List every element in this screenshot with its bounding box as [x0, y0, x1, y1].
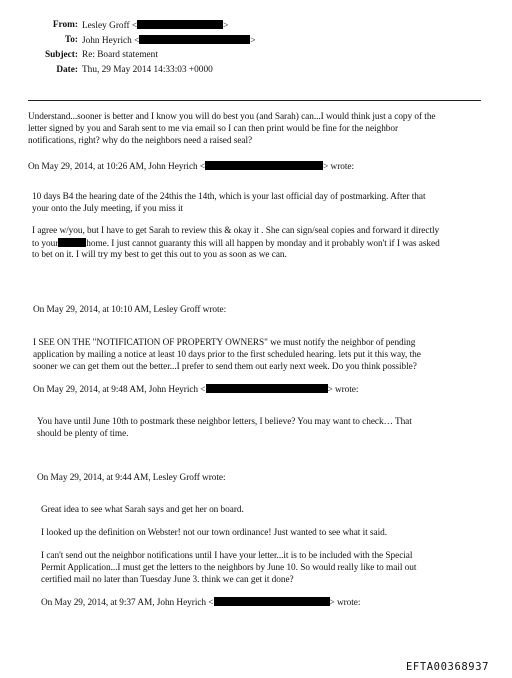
from-tail: > [223, 21, 229, 31]
body-line: Understand...sooner is better and I know you will do best you (and Sarah) can...I would think just a copy of the [28, 112, 436, 122]
attribution-text: On May 29, 2014, at 10:26 AM, John Heyrich < [28, 162, 206, 172]
redaction-box [205, 161, 323, 170]
redaction-box [214, 597, 330, 606]
body-line: notifications, right? why do the neighbors need a raised seal? [28, 136, 253, 146]
quote-attribution [33, 384, 358, 396]
redaction-box [206, 384, 328, 393]
redaction-box [58, 238, 86, 247]
redaction-box [139, 35, 250, 44]
attribution-text: > wrote: [329, 598, 361, 608]
quote-attribution [28, 161, 354, 173]
to-name: John Heyrich < [82, 36, 140, 46]
subject-value: Re: Board statement [82, 50, 158, 60]
body-line: letter signed by you and Sarah sent to me via email so I can then print would be fine for the neighbor [28, 124, 399, 134]
body-line: Permit Application...I must get the letters to the neighbors by June 10. So would really like to mail out [41, 563, 417, 573]
from-name: Lesley Groff < [82, 21, 138, 31]
body-line: I SEE ON THE "NOTIFICATION OF PROPERTY OWNERS" we must notify the neighbor of pending [33, 338, 416, 348]
body-text: to your [32, 239, 59, 249]
body-line: to bet on it. I will try my best to get this out to you as soon as we can. [32, 250, 287, 260]
body-line: sooner we can get them out the better...I prefer to send them out early next week. Do you think possible? [33, 362, 417, 372]
date-value: Thu, 29 May 2014 14:33:03 +0000 [82, 65, 213, 75]
body-text: home. I just cannot guaranty this will all happen by monday and it probably won't if I was asked [86, 239, 440, 249]
body-line: 10 days B4 the hearing date of the 24this the 14th, which is your last official day of postmarking. After that [32, 192, 426, 202]
quote-attribution [41, 597, 360, 609]
body-line: I can't send out the neighbor notifications until I have your letter...it is to be included with the Special [41, 551, 413, 561]
date-label: Date: [56, 65, 78, 75]
body-line: I looked up the definition on Webster! not our town ordinance! Just wanted to see what it said. [41, 528, 387, 538]
attribution-text: On May 29, 2014, at 9:48 AM, John Heyrich < [33, 385, 206, 395]
from-value [82, 20, 228, 32]
attribution-text: > wrote: [327, 385, 359, 395]
header-divider [28, 100, 481, 101]
to-label: To: [64, 35, 78, 45]
body-line: should be plenty of time. [37, 429, 129, 439]
body-line: Great idea to see what Sarah says and get her on board. [41, 505, 244, 515]
body-line: certified mail no later than Tuesday June 3. think we can get it done? [41, 575, 294, 585]
subject-label: Subject: [44, 50, 78, 60]
attribution-text: > wrote: [323, 162, 355, 172]
body-line: application by mailing a notice at least 10 days prior to the first scheduled hearing. lets put it this way, the [33, 350, 421, 360]
quote-attribution: On May 29, 2014, at 10:10 AM, Lesley Groff wrote: [33, 305, 227, 315]
attribution-text: On May 29, 2014, at 9:37 AM, John Heyrich < [41, 598, 214, 608]
to-tail: > [250, 36, 256, 46]
from-label: From: [52, 20, 78, 30]
body-line: your onto the July meeting, if you miss it [32, 204, 184, 214]
body-line [32, 238, 440, 250]
body-line: I agree w/you, but I have to get Sarah to review this & okay it . She can sign/seal copies and forward it directly [32, 226, 440, 236]
quote-attribution: On May 29, 2014, at 9:44 AM, Lesley Groff wrote: [37, 473, 226, 483]
document-id: EFTA00368937 [406, 661, 490, 673]
to-value [82, 35, 256, 47]
redaction-box [137, 20, 223, 29]
body-line: You have until June 10th to postmark these neighbor letters, I believe? You may want to check… That [37, 417, 412, 427]
